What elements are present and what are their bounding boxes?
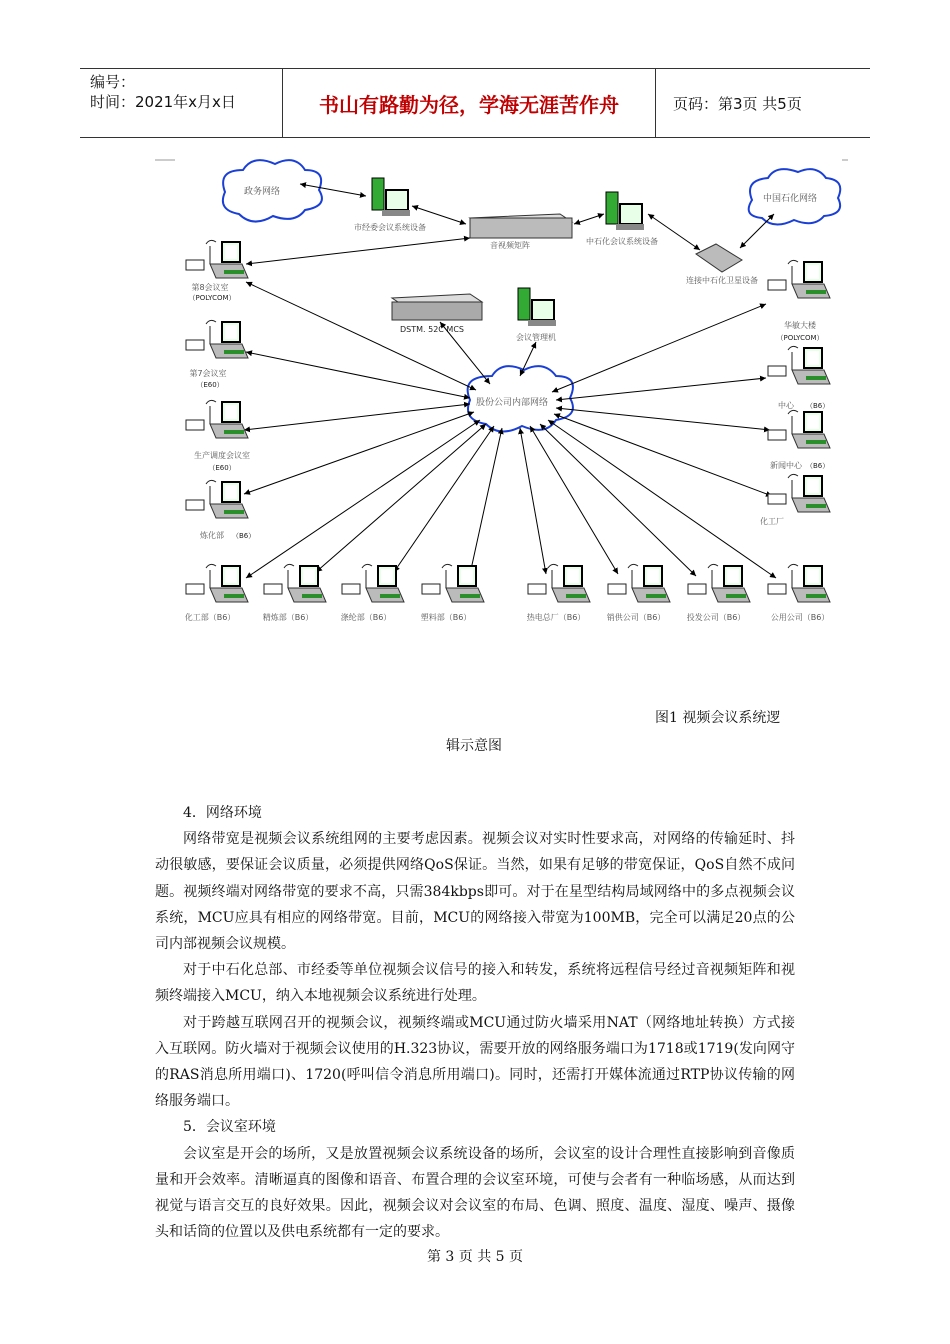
terminal-bottom-3 [341, 564, 404, 622]
terminal-left-4 [186, 480, 255, 540]
mcu-device [392, 294, 482, 334]
paragraph: 对于中石化总部、市经委等单位视频会议信号的接入和转发，系统将远程信号经过音视频矩阵和视频终端接入MCU，纳入本地视频会议系统进行处理。 [155, 962, 795, 1005]
svg-text:（E60）: （E60） [208, 464, 236, 472]
figure-caption-line2: 辑示意图 [446, 738, 502, 754]
svg-text:化工厂: 化工厂 [760, 517, 784, 526]
svg-text:（B6）: （B6） [806, 402, 830, 410]
svg-text:（POLYCOM）: （POLYCOM） [188, 294, 236, 302]
svg-text:中石化会议系统设备: 中石化会议系统设备 [586, 237, 658, 246]
svg-text:涤纶部（B6）: 涤纶部（B6） [340, 613, 392, 622]
svg-text:生产调度会议室: 生产调度会议室 [194, 451, 250, 460]
sinopec-conference-equipment [586, 192, 658, 246]
terminal-right-4 [760, 474, 830, 526]
svg-text:精炼部（B6）: 精炼部（B6） [262, 613, 314, 622]
svg-text:股份公司内部网络: 股份公司内部网络 [475, 398, 549, 408]
svg-text:中国石化网络: 中国石化网络 [762, 194, 818, 204]
document-number-label: 编号： [90, 73, 136, 91]
svg-text:中心: 中心 [778, 401, 794, 410]
svg-text:热电总厂（B6）: 热电总厂（B6） [526, 613, 586, 622]
terminal-bottom-4 [421, 564, 484, 622]
header-motto: 书山有路勤为径，学海无涯苦作舟 [283, 69, 656, 137]
terminal-left-2 [186, 320, 248, 389]
svg-text:第8会议室: 第8会议室 [191, 283, 229, 292]
figure-caption-line1: 图1 视频会议系统逻 [655, 710, 781, 726]
document-time-label: 时间：2021年x月x日 [90, 93, 236, 111]
svg-text:政务网络: 政务网络 [243, 187, 281, 197]
terminal-left-3 [186, 400, 250, 472]
terminal-right-3 [768, 410, 830, 470]
svg-text:第7会议室: 第7会议室 [189, 369, 227, 378]
gov-network-cloud [223, 160, 322, 221]
terminal-right-1 [768, 260, 830, 342]
terminal-bottom-8 [768, 564, 830, 622]
svg-text:塑料部（B6）: 塑料部（B6） [420, 613, 472, 622]
page-footer: 第 3 页 共 5 页 [426, 1249, 524, 1265]
sinopec-network-cloud [749, 169, 841, 224]
terminal-bottom-2 [263, 564, 326, 622]
section-heading: 5．会议室环境 [183, 1119, 276, 1136]
paragraph: 对于跨越互联网召开的视频会议，视频终端或MCU通过防火墙采用NAT（网络地址转换）方式接入互联网。防火墙对于视频会议使用的H.323协议，需要开放的网络服务端口为1718或1719(发向网守的RAS消息所用端口)、1720(呼叫信令消息所用端口)。同时，还需打开媒体流通过RTP协议传输的网络服务端口。 [155, 1014, 795, 1110]
paragraph: 网络带宽是视频会议系统组网的主要考虑因素。视频会议对实时性要求高，对网络的传输延时、抖动很敏感，要保证会议质量，必须提供网络QoS保证。当然，如果有足够的带宽保证，QoS自然不成问题。视频终端对网络带宽的要求不高，只需384kbps即可。对于在星型结构局域网络中的多点视频会议系统，MCU应具有相应的网络带宽。目前，MCU的网络接入带宽为100MB，完全可以满足20点的公司内部视频会议规模。 [155, 831, 795, 953]
svg-text:华敏大楼: 华敏大楼 [784, 321, 816, 330]
terminal-bottom-6 [607, 564, 670, 622]
svg-text:新闻中心: 新闻中心 [770, 461, 802, 470]
page-info-text: 页码：第3页 共5页 [673, 94, 802, 113]
svg-text:会议管理机: 会议管理机 [516, 333, 556, 342]
svg-text:（POLYCOM）: （POLYCOM） [776, 334, 824, 342]
svg-text:（B6）: （B6） [806, 462, 830, 470]
municipal-conference-equipment [354, 178, 426, 232]
terminal-bottom-1 [185, 564, 248, 622]
svg-text:销供公司（B6）: 销供公司（B6） [606, 613, 666, 622]
svg-text:投发公司（B6）: 投发公司（B6） [686, 613, 746, 622]
svg-text:（E60）: （E60） [196, 381, 224, 389]
svg-text:音视频矩阵: 音视频矩阵 [490, 241, 530, 250]
svg-text:市经委会议系统设备: 市经委会议系统设备 [354, 223, 426, 232]
svg-text:化工部（B6）: 化工部（B6） [184, 613, 236, 622]
svg-text:炼化部: 炼化部 [200, 531, 224, 540]
section-heading: 4．网络环境 [183, 805, 262, 821]
svg-text:公用公司（B6）: 公用公司（B6） [770, 613, 830, 622]
terminal-bottom-5 [527, 564, 590, 622]
terminal-left-1 [186, 240, 248, 302]
svg-text:（B6）: （B6） [232, 532, 256, 540]
terminal-bottom-7 [687, 564, 750, 622]
av-matrix-device [470, 214, 572, 250]
body-text [155, 800, 795, 1245]
satellite-equipment [686, 244, 758, 285]
svg-text:连接中石化卫星设备: 连接中石化卫星设备 [686, 276, 758, 285]
svg-text:DSTM. 52C MCS: DSTM. 52C MCS [400, 325, 464, 334]
management-console [516, 288, 556, 342]
paragraph: 会议室是开会的场所，又是放置视频会议系统设备的场所，会议室的设计合理性直接影响到音像质量和开会效率。清晰逼真的图像和语音、布置合理的会议室环境，可使与会者有一种临场感，从而达到视觉与语言交互的良好效果。因此，视频会议对会议室的布局、色调、照度、温度、湿度、噪声、摄像头和话筒的位置以及供电系统都有一定的要求。 [155, 1145, 795, 1241]
terminal-right-2 [768, 346, 830, 410]
